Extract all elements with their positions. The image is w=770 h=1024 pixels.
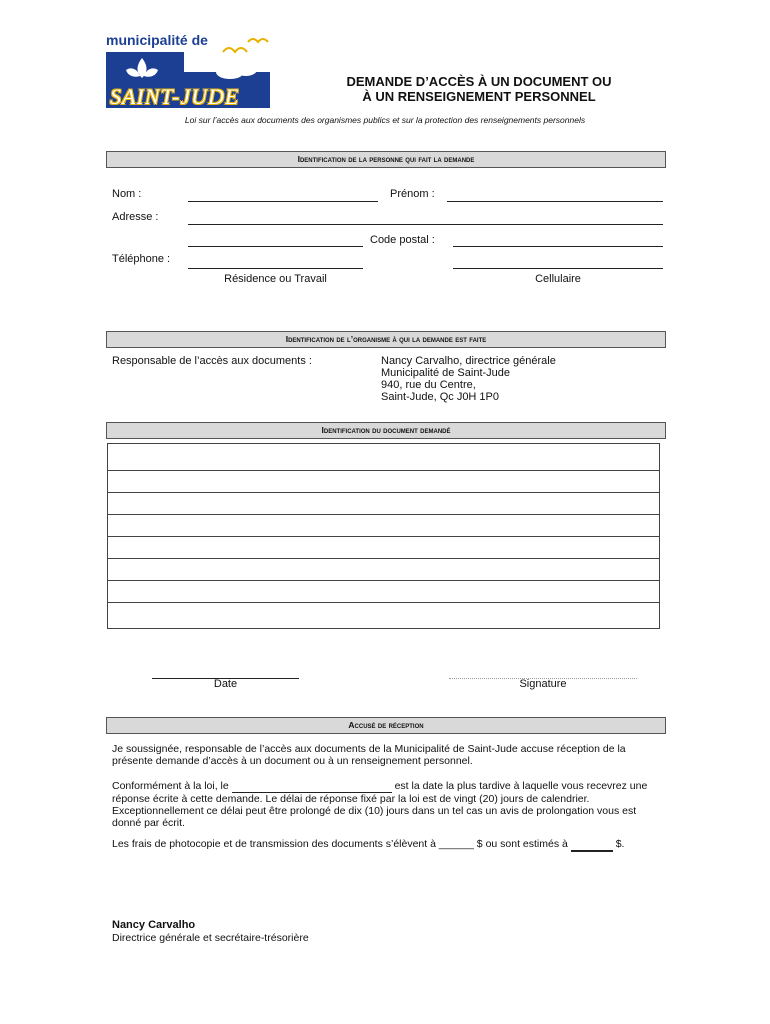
nom-label: Nom : — [112, 188, 142, 200]
adresse-label: Adresse : — [112, 211, 159, 223]
deadline-text-start: Conformément à la loi, le — [112, 780, 229, 792]
title-line-2: À UN RENSEIGNEMENT PERSONNEL — [362, 89, 596, 104]
residence-label: Résidence ou Travail — [224, 273, 327, 285]
title-line-1: DEMANDE D’ACCÈS À UN DOCUMENT OU — [346, 74, 612, 89]
section-acknowledgement-header: Accusé de réception — [106, 717, 666, 734]
code-postal-label: Code postal : — [370, 234, 435, 246]
fees-paragraph — [112, 838, 660, 852]
address-line: Nancy Carvalho, directrice générale — [381, 355, 556, 367]
address-line: Municipalité de Saint-Jude — [381, 367, 511, 379]
logo-name: SAINT-JUDE — [110, 84, 240, 109]
telephone-cell-field[interactable] — [453, 268, 663, 269]
deadline-text-end: est la date la plus tardive à laquelle vous recevrez une réponse écrite à cette demande. Le délai de réponse fixé par la loi est de vingt (20) jours de calendrier. Exceptionnellement ce délai peut être prolongé de dix (10) jours dans un tel cas un avis de prolongation vous est donné par écrit. — [112, 780, 648, 829]
cellulaire-label: Cellulaire — [535, 273, 581, 285]
telephone-label: Téléphone : — [112, 253, 171, 265]
fees-text-end: $. — [615, 838, 625, 850]
adresse-field-2[interactable] — [188, 246, 363, 247]
signature-label: Signature — [519, 678, 567, 690]
section-document-header: Identification du document demandé — [106, 422, 666, 439]
table-row[interactable] — [108, 559, 659, 581]
law-subtitle: Loi sur l’accès aux documents des organismes publics et sur la protection des renseignements personnels — [184, 115, 586, 125]
table-row[interactable] — [108, 471, 659, 493]
prenom-field[interactable] — [447, 201, 663, 202]
address-line: 940, rue du Centre, — [381, 379, 476, 391]
prenom-label: Prénom : — [390, 188, 435, 200]
deadline-date-field[interactable] — [232, 780, 392, 793]
document-description-table[interactable] — [107, 443, 660, 629]
table-row[interactable] — [108, 581, 659, 603]
logo-top-text: municipalité de — [106, 32, 208, 48]
code-postal-field[interactable] — [453, 246, 663, 247]
table-row[interactable] — [108, 537, 659, 559]
table-row[interactable] — [108, 603, 659, 625]
table-row[interactable] — [108, 493, 659, 515]
fees-text-start: Les frais de photocopie et de transmission des documents s’élèvent à ______ $ ou sont estimés à — [112, 838, 568, 850]
municipality-logo — [100, 32, 280, 124]
responsable-label: Responsable de l’accès aux documents : — [112, 355, 312, 367]
signer-title: Directrice générale et secrétaire-trésorière — [112, 932, 309, 944]
table-row[interactable] — [108, 515, 659, 537]
organism-address — [381, 355, 556, 403]
fleur-de-lis-icon — [122, 56, 162, 84]
telephone-residence-field[interactable] — [188, 268, 363, 269]
cloud-icon — [210, 56, 270, 80]
adresse-field[interactable] — [188, 224, 663, 225]
deadline-paragraph — [112, 780, 660, 829]
section-requester-header: Identification de la personne qui fait la demande — [106, 151, 666, 168]
signer-name: Nancy Carvalho — [112, 919, 196, 931]
nom-field[interactable] — [188, 201, 378, 202]
date-label: Date — [213, 678, 238, 690]
document-title — [300, 74, 658, 104]
fees-estimate-field[interactable] — [571, 838, 613, 852]
section-organism-header: Identification de l’organisme à qui la demande est faite — [106, 331, 666, 348]
address-line: Saint-Jude, Qc J0H 1P0 — [381, 391, 500, 403]
acknowledgement-paragraph: Je soussignée, responsable de l’accès aux documents de la Municipalité de Saint-Jude accuse réception de la présente demande d’accès à un document ou à un renseignement personnel. — [112, 743, 626, 767]
table-row[interactable] — [108, 444, 659, 471]
